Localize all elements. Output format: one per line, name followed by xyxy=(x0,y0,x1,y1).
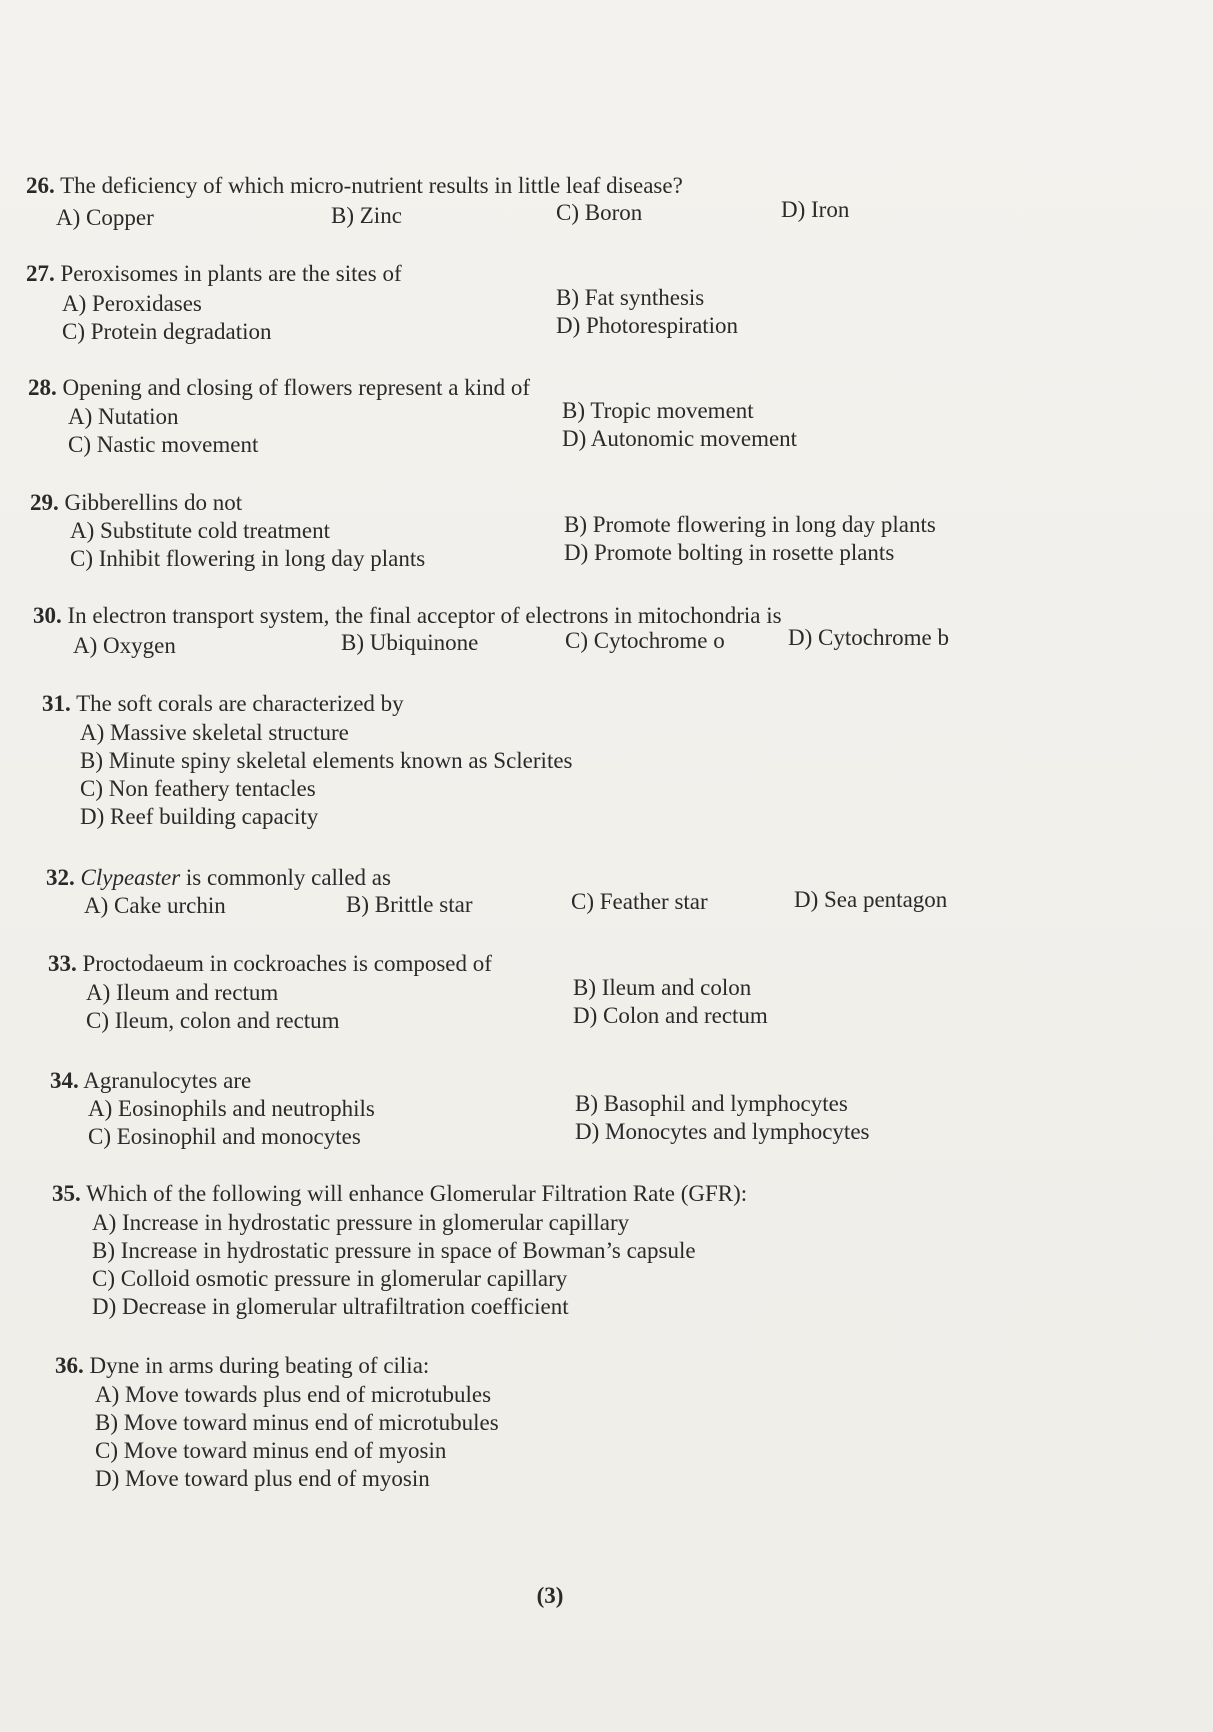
option-d: D) Promote bolting in rosette plants xyxy=(564,540,895,565)
option-a: A) Increase in hydrostatic pressure in glomerular capillary xyxy=(92,1210,630,1235)
option-c: C) Inhibit flowering in long day plants xyxy=(70,546,426,571)
question-stem: Agranulocytes are xyxy=(83,1068,252,1093)
option-c: C) Colloid osmotic pressure in glomerular capillary xyxy=(92,1266,568,1291)
question-27 xyxy=(26,260,739,344)
option-d: D) Decrease in glomerular ultrafiltration coefficient xyxy=(92,1294,569,1319)
question-number: 29. xyxy=(30,490,59,515)
option-c: C) Boron xyxy=(556,200,643,225)
option-a: A) Move towards plus end of microtubules xyxy=(95,1382,492,1407)
question-stem: Peroxisomes in plants are the sites of xyxy=(60,261,402,286)
question-number: 34. xyxy=(50,1068,79,1093)
question-number: 30. xyxy=(33,603,62,628)
option-b: B) Tropic movement xyxy=(562,398,754,423)
option-d: D) Iron xyxy=(781,197,850,222)
option-b: B) Fat synthesis xyxy=(556,285,705,310)
option-a: A) Eosinophils and neutrophils xyxy=(88,1096,375,1121)
option-c: C) Nastic movement xyxy=(68,432,259,457)
option-a: A) Substitute cold treatment xyxy=(70,518,330,543)
option-b: B) Basophil and lymphocytes xyxy=(575,1091,848,1116)
option-a: A) Nutation xyxy=(68,404,179,429)
question-number: 33. xyxy=(48,951,77,976)
option-b: B) Increase in hydrostatic pressure in space of Bowman’s capsule xyxy=(92,1238,696,1263)
question-35 xyxy=(52,1180,748,1319)
option-c: C) Feather star xyxy=(571,889,708,914)
question-stem: is commonly called as xyxy=(180,865,391,890)
option-b: B) Ubiquinone xyxy=(341,630,479,655)
option-d: D) Photorespiration xyxy=(556,313,739,338)
option-d: D) Cytochrome b xyxy=(788,625,949,650)
question-stem: Gibberellins do not xyxy=(64,490,243,515)
option-c: C) Non feathery tentacles xyxy=(80,776,316,801)
option-d: D) Colon and rectum xyxy=(573,1003,768,1028)
question-34 xyxy=(50,1067,870,1149)
question-stem: The soft corals are characterized by xyxy=(76,691,404,716)
option-c: C) Cytochrome o xyxy=(565,628,725,653)
option-b: B) Ileum and colon xyxy=(573,975,752,1000)
option-a: A) Copper xyxy=(56,205,154,230)
option-b: B) Promote flowering in long day plants xyxy=(564,512,936,537)
question-stem: Proctodaeum in cockroaches is composed of xyxy=(82,951,492,976)
question-26 xyxy=(26,172,850,230)
option-b: B) Brittle star xyxy=(346,892,473,917)
question-stem: Which of the following will enhance Glomerular Filtration Rate (GFR): xyxy=(86,1181,748,1206)
option-b: B) Zinc xyxy=(331,203,402,228)
question-30 xyxy=(33,602,949,658)
question-stem-genus: Clypeaster xyxy=(80,865,181,890)
question-number: 27. xyxy=(26,261,55,286)
question-36 xyxy=(55,1352,499,1491)
question-number: 31. xyxy=(42,691,71,716)
option-d: D) Move toward plus end of myosin xyxy=(95,1466,430,1491)
question-number: 35. xyxy=(52,1181,81,1206)
question-number: 32. xyxy=(46,865,75,890)
option-d: D) Reef building capacity xyxy=(80,804,319,829)
option-c: C) Move toward minus end of myosin xyxy=(95,1438,447,1463)
option-d: D) Monocytes and lymphocytes xyxy=(575,1119,870,1144)
question-number: 36. xyxy=(55,1353,84,1378)
question-number: 26. xyxy=(26,173,55,198)
page-number: (3) xyxy=(536,1583,564,1608)
question-stem: Opening and closing of flowers represent a kind of xyxy=(62,375,531,400)
question-stem: In electron transport system, the final acceptor of electrons in mitochondria is xyxy=(67,603,782,628)
option-a: A) Oxygen xyxy=(73,633,176,658)
option-d: D) Sea pentagon xyxy=(794,887,948,912)
question-31 xyxy=(42,690,573,829)
option-a: A) Massive skeletal structure xyxy=(80,720,349,745)
question-number: 28. xyxy=(28,375,57,400)
option-d: D) Autonomic movement xyxy=(562,426,798,451)
question-stem: The deficiency of which micro-nutrient results in little leaf disease? xyxy=(60,173,683,198)
question-32 xyxy=(46,864,948,918)
option-c: C) Eosinophil and monocytes xyxy=(88,1124,361,1149)
option-c: C) Protein degradation xyxy=(62,319,272,344)
option-c: C) Ileum, colon and rectum xyxy=(86,1008,340,1033)
option-b: B) Move toward minus end of microtubules xyxy=(95,1410,499,1435)
question-stem: Dyne in arms during beating of cilia: xyxy=(89,1353,430,1378)
question-33 xyxy=(48,950,768,1033)
option-a: A) Cake urchin xyxy=(84,893,226,918)
question-28 xyxy=(28,374,798,457)
option-a: A) Peroxidases xyxy=(62,291,202,316)
option-a: A) Ileum and rectum xyxy=(86,980,279,1005)
option-b: B) Minute spiny skeletal elements known as Sclerites xyxy=(80,748,573,773)
question-29 xyxy=(30,489,936,571)
